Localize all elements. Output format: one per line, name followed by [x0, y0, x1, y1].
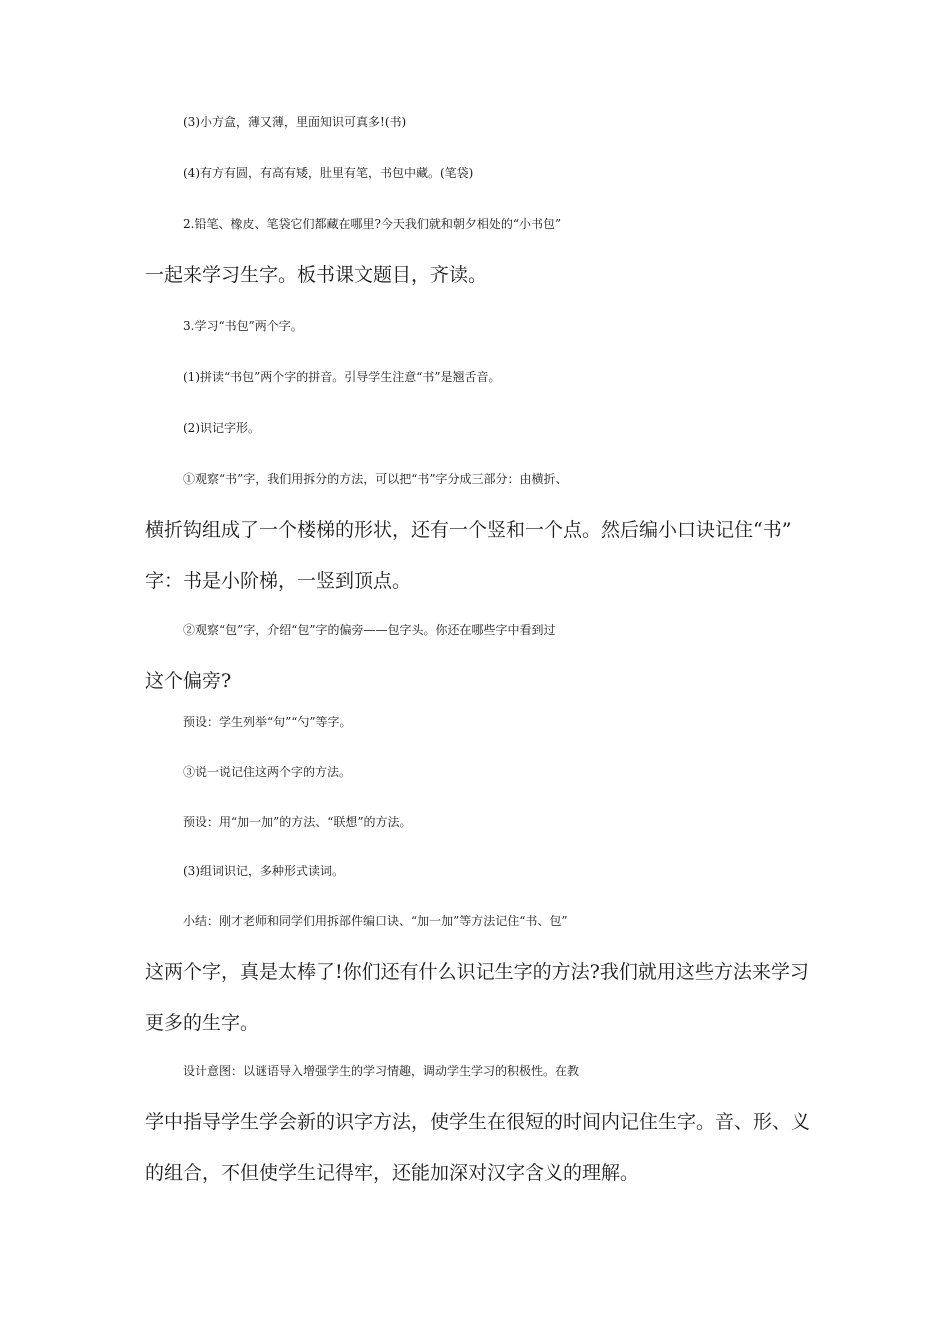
- text-line: (4)有方有圆，有高有矮，肚里有笔，书包中藏。(笔袋): [183, 166, 474, 180]
- text-line: 学中指导学生学会新的识字方法，使学生在很短的时间内记住生字。音、形、义: [145, 1111, 811, 1133]
- text-line: 一起来学习生字。板书课文题目，齐读。: [145, 264, 488, 286]
- paragraph-word-reading: [145, 846, 825, 897]
- text-line: 2.铅笔、橡皮、笔袋它们都藏在哪里?今天我们就和朝夕相处的“小书包”: [183, 217, 562, 231]
- text-line: 这两个字，真是太棒了!你们还有什么识记生字的方法?我们就用这些方法来学习: [145, 961, 809, 983]
- text-line: 字：书是小阶梯，一竖到顶点。: [145, 570, 412, 592]
- paragraph-pinyin: [145, 352, 825, 403]
- paragraph-step-2: [145, 199, 825, 301]
- text-line: 横折钩组成了一个楼梯的形状，还有一个竖和一个点。然后编小口诀记住“书”: [145, 519, 792, 541]
- text-line: 的组合，不但使学生记得牢，还能加深对汉字含义的理解。: [145, 1162, 640, 1184]
- text-line: 预设：学生列举“句”“勺”等字。: [183, 715, 352, 729]
- paragraph-summary: [145, 896, 825, 1049]
- text-line: 预设：用“加一加”的方法、“联想”的方法。: [183, 815, 412, 829]
- text-line: ②观察“包”字，介绍“包”字的偏旁——包字头。你还在哪些字中看到过: [183, 623, 556, 637]
- text-line: (3)组词识记，多种形式读词。: [183, 864, 344, 878]
- text-line: 设计意图：以谜语导入增强学生的学习情趣，调动学生学习的积极性。在教: [183, 1064, 580, 1078]
- paragraph-shape: [145, 403, 825, 454]
- text-line: ③说一说记住这两个字的方法。: [183, 765, 352, 779]
- text-line: 小结：刚才老师和同学们用拆部件编口诀、“加一加”等方法记住“书、包”: [183, 914, 568, 928]
- text-line: 这个偏旁?: [145, 670, 232, 692]
- paragraph-method: [145, 747, 825, 798]
- paragraph-preset-1: [145, 697, 825, 748]
- paragraph-step-3: [145, 301, 825, 352]
- text-line: 更多的生字。: [145, 1012, 260, 1034]
- text-line: (1)拼读“书包”两个字的拼音。引导学生注意“书”是翘舌音。: [183, 370, 501, 384]
- paragraph-design-intent: [145, 1046, 825, 1199]
- paragraph-observe-bao: [145, 605, 825, 707]
- text-line: 3.学习“书包”两个字。: [183, 319, 303, 333]
- text-line: (3)小方盒，薄又薄，里面知识可真多!(书): [183, 115, 407, 129]
- text-line: ①观察“书”字，我们用拆分的方法，可以把“书”字分成三部分：由横折、: [183, 472, 568, 486]
- paragraph-observe-shu: [145, 454, 825, 607]
- text-line: (2)识记字形。: [183, 421, 260, 435]
- paragraph-preset-2: [145, 797, 825, 848]
- paragraph-riddle-3: [145, 97, 825, 148]
- paragraph-riddle-4: [145, 148, 825, 199]
